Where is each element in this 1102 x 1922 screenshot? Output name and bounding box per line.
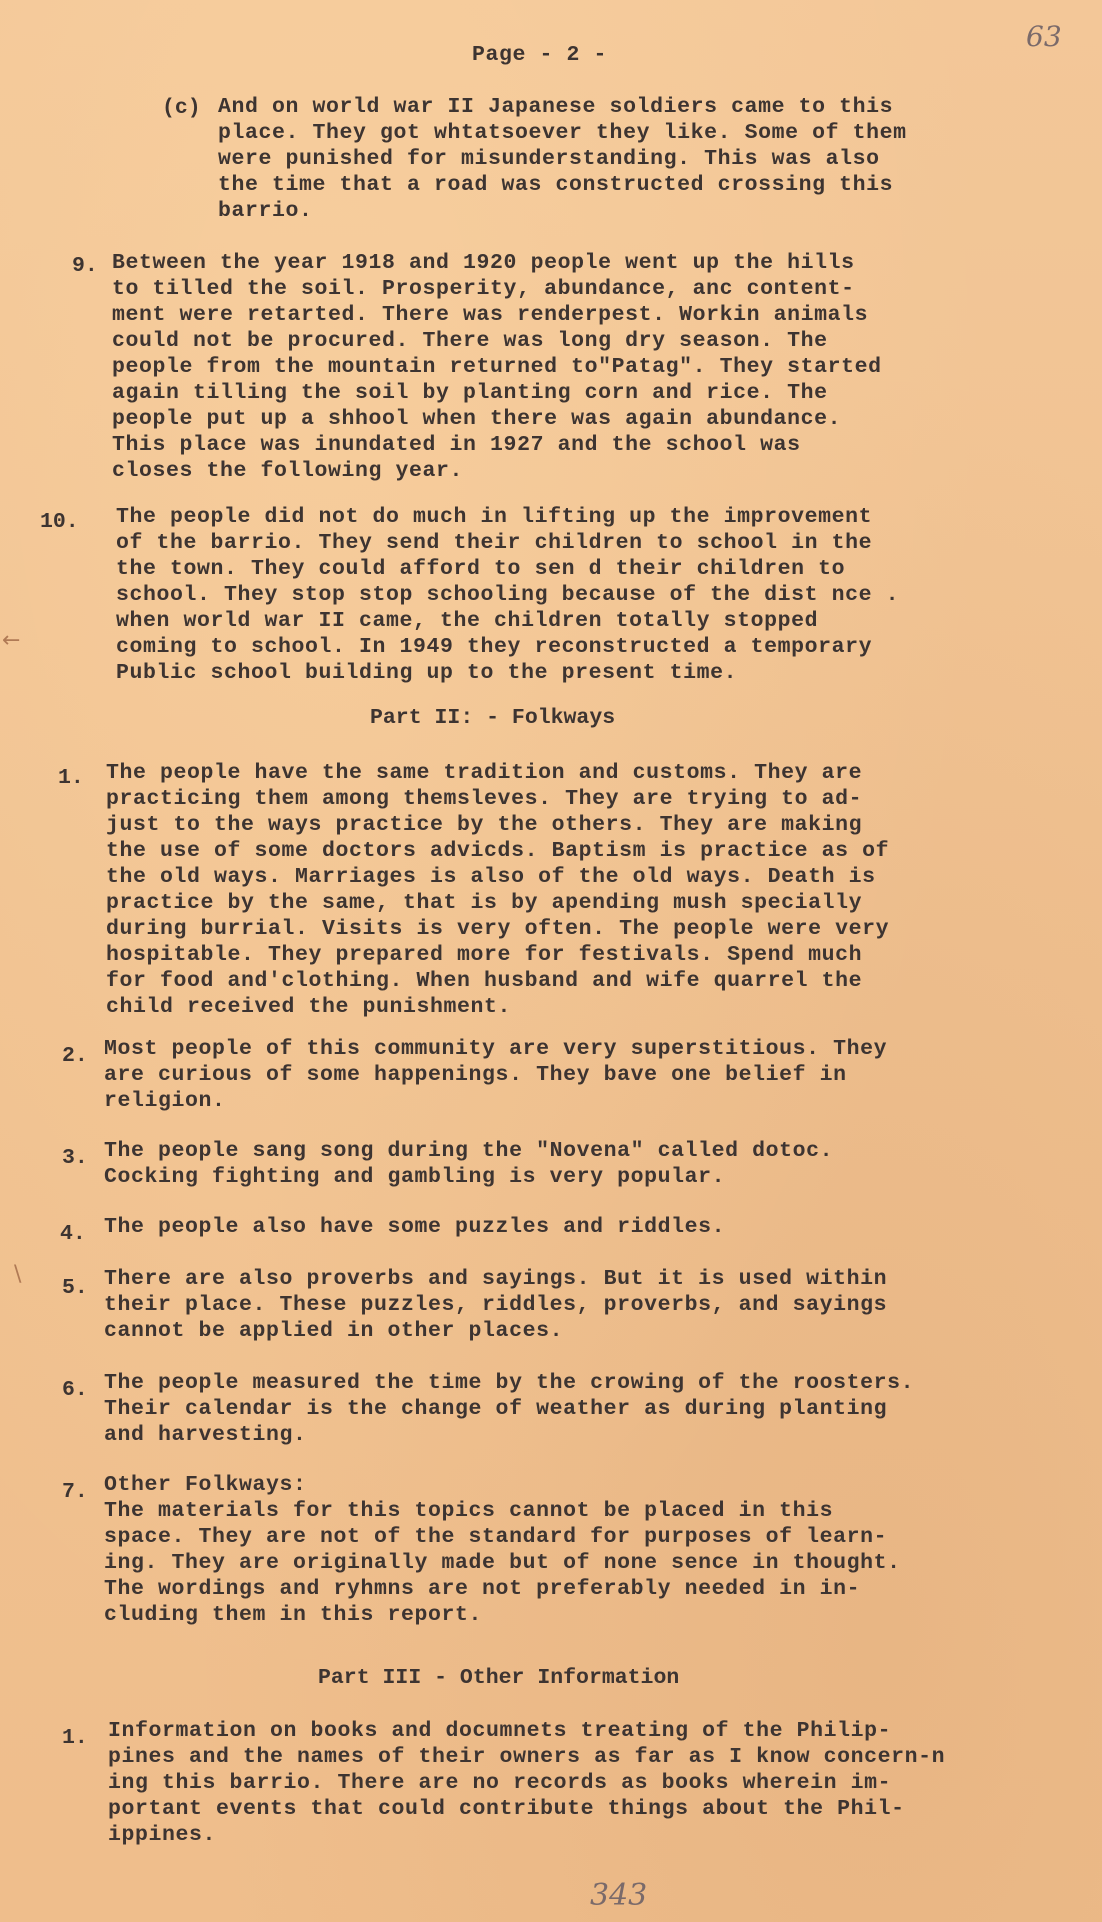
text-line: Between the year 1918 and 1920 people went up the hills xyxy=(112,251,855,275)
margin-mark: \ xyxy=(14,1262,22,1287)
text-line: people put up a shhool when there was again abundance. xyxy=(112,407,842,431)
text-line: the old ways. Marriages is also of the old ways. Death is xyxy=(106,865,876,889)
text-line: the use of some doctors advicds. Baptism is practice as of xyxy=(106,839,890,863)
text-line: are curious of some happenings. They bave one belief in xyxy=(104,1063,847,1087)
text-line: of the barrio. They send their children to school in the xyxy=(116,531,873,555)
item-10-paragraph xyxy=(116,504,899,686)
other-info-item-1-number: 1. xyxy=(62,1726,88,1750)
other-info-item-1-paragraph xyxy=(108,1718,945,1848)
text-line: The people have the same tradition and customs. They are xyxy=(106,761,863,785)
text-line: There are also proverbs and sayings. But it is used within xyxy=(104,1267,888,1291)
text-line: space. They are not of the standard for purposes of learn- xyxy=(104,1525,888,1549)
text-line: again tilling the soil by planting corn and rice. The xyxy=(112,381,828,405)
text-line: child received the punishment. xyxy=(106,995,512,1019)
part-2-heading: Part II: - Folkways xyxy=(370,706,616,730)
folkways-item-4-paragraph xyxy=(104,1214,725,1240)
text-line: the time that a road was constructed crossing this xyxy=(218,173,894,197)
text-line: closes the following year. xyxy=(112,459,464,483)
item-c-label: (c) xyxy=(162,96,201,120)
text-line: cluding them in this report. xyxy=(104,1603,483,1627)
text-line: pines and the names of their owners as far as I know concern-n xyxy=(108,1745,946,1769)
text-line: Cocking fighting and gambling is very popular. xyxy=(104,1165,726,1189)
item-10-number: 10. xyxy=(40,510,79,534)
text-line: people from the mountain returned to"Patag". They started xyxy=(112,355,882,379)
text-line: just to the ways practice by the others. They are making xyxy=(106,813,863,837)
text-line: could not be procured. There was long dry season. The xyxy=(112,329,828,353)
text-line: Their calendar is the change of weather as during planting xyxy=(104,1397,888,1421)
text-line: practicing them among themsleves. They are trying to ad- xyxy=(106,787,863,811)
text-line: cannot be applied in other places. xyxy=(104,1319,564,1343)
handwritten-page-number: 63 xyxy=(1026,20,1062,53)
text-line: Other Folkways: xyxy=(104,1473,307,1497)
folkways-item-6-paragraph xyxy=(104,1370,914,1448)
text-line: place. They got whtatsoever they like. Some of them xyxy=(218,121,907,145)
text-line: ing this barrio. There are no records as books wherein im- xyxy=(108,1771,892,1795)
text-line: the town. They could afford to sen d their children to xyxy=(116,557,846,581)
text-line: The people measured the time by the crowing of the roosters. xyxy=(104,1371,915,1395)
folkways-item-3-paragraph xyxy=(104,1138,833,1190)
part-3-heading: Part III - Other Information xyxy=(318,1666,680,1690)
text-line: hospitable. They prepared more for festivals. Spend much xyxy=(106,943,863,967)
text-line: when world war II came, the children totally stopped xyxy=(116,609,819,633)
handwritten-footer-mark: 343 xyxy=(590,1878,648,1913)
text-line: ing. They are originally made but of none sence in thought. xyxy=(104,1551,901,1575)
text-line: Public school building up to the present time. xyxy=(116,661,738,685)
folkways-item-6-number: 6. xyxy=(62,1378,88,1402)
text-line: The people did not do much in lifting up the improvement xyxy=(116,505,873,529)
text-line: their place. These puzzles, riddles, proverbs, and sayings xyxy=(104,1293,888,1317)
item-c-paragraph xyxy=(218,94,907,224)
item-9-number: 9. xyxy=(72,254,98,278)
folkways-item-4-number: 4. xyxy=(60,1222,86,1246)
text-line: The people sang song during the "Novena" called dotoc. xyxy=(104,1139,834,1163)
folkways-item-2-paragraph xyxy=(104,1036,887,1114)
text-line: were punished for misunderstanding. This was also xyxy=(218,147,880,171)
text-line: practice by the same, that is by apending mush specially xyxy=(106,891,863,915)
text-line: barrio. xyxy=(218,199,313,223)
text-line: portant events that could contribute things about the Phil- xyxy=(108,1797,905,1821)
text-line: Information on books and documnets treating of the Philip- xyxy=(108,1719,892,1743)
text-line: religion. xyxy=(104,1089,226,1113)
folkways-item-5-number: 5. xyxy=(62,1276,88,1300)
text-line: The people also have some puzzles and riddles. xyxy=(104,1215,726,1239)
text-line: during burrial. Visits is very often. The people were very xyxy=(106,917,890,941)
folkways-item-2-number: 2. xyxy=(62,1044,88,1068)
page-header: Page - 2 - xyxy=(472,43,608,67)
folkways-item-3-number: 3. xyxy=(62,1146,88,1170)
text-line: coming to school. In 1949 they reconstructed a temporary xyxy=(116,635,873,659)
folkways-item-5-paragraph xyxy=(104,1266,887,1344)
text-line: ment were retarted. There was renderpest. Workin animals xyxy=(112,303,869,327)
folkways-item-1-number: 1. xyxy=(58,766,84,790)
text-line: The materials for this topics cannot be placed in this xyxy=(104,1499,834,1523)
folkways-item-7-number: 7. xyxy=(62,1480,88,1504)
text-line: school. They stop stop schooling because of the dist nce . xyxy=(116,583,900,607)
text-line: Most people of this community are very superstitious. They xyxy=(104,1037,888,1061)
text-line: This place was inundated in 1927 and the school was xyxy=(112,433,801,457)
text-line: for food and'clothing. When husband and wife quarrel the xyxy=(106,969,863,993)
item-9-paragraph xyxy=(112,250,882,484)
text-line: ippines. xyxy=(108,1823,217,1847)
margin-mark: ← xyxy=(2,628,21,653)
folkways-item-1-paragraph xyxy=(106,760,889,1020)
text-line: The wordings and ryhmns are not preferably needed in in- xyxy=(104,1577,861,1601)
text-line: And on world war II Japanese soldiers came to this xyxy=(218,95,894,119)
text-line: and harvesting. xyxy=(104,1423,307,1447)
folkways-item-7-paragraph xyxy=(104,1472,901,1628)
text-line: to tilled the soil. Prosperity, abundance, anc content- xyxy=(112,277,855,301)
